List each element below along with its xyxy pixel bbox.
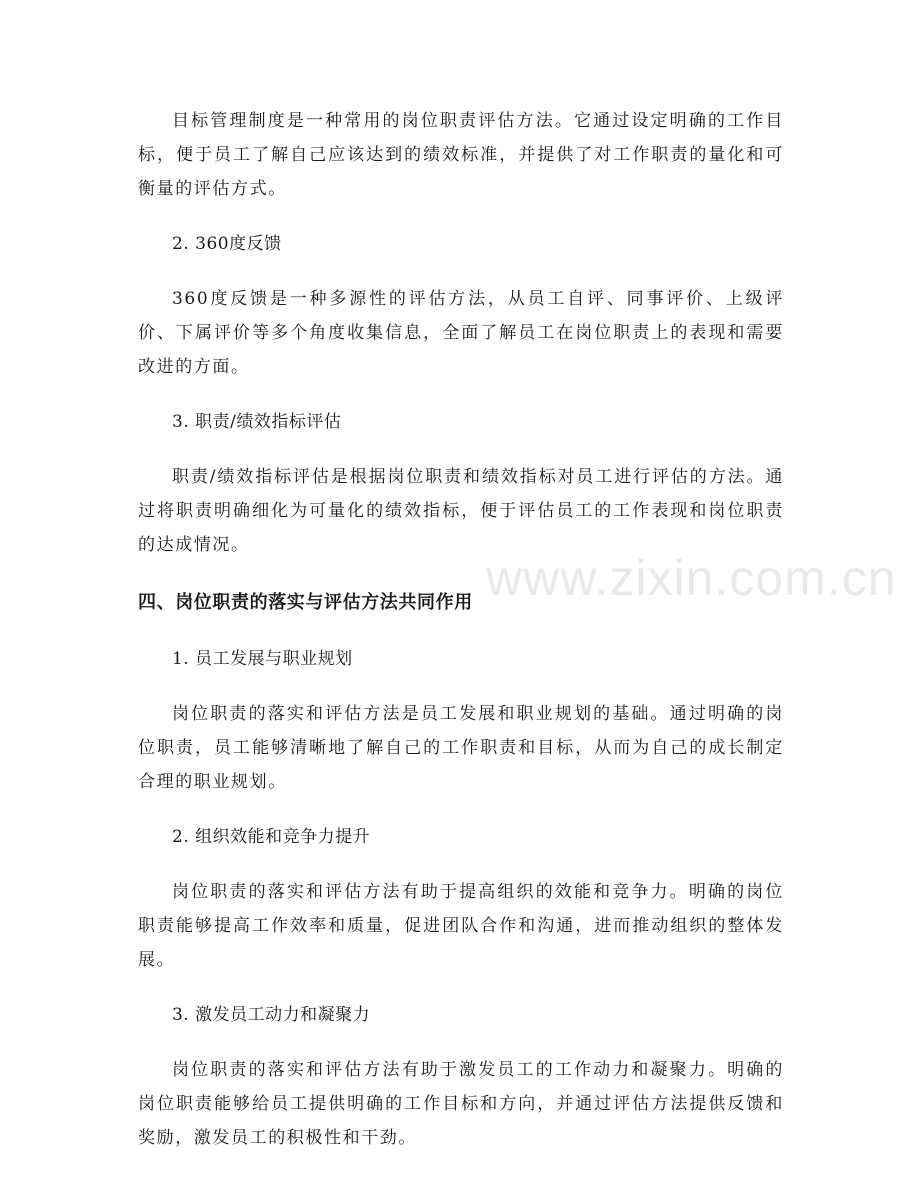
paragraph-360-feedback: 360度反馈是一种多源性的评估方法，从员工自评、同事评价、上级评价、下属评价等多个角度收集信息，全面了解员工在岗位职责上的表现和需要改进的方面。 bbox=[138, 289, 784, 377]
list-item-360-feedback: 2. 360度反馈 bbox=[172, 234, 282, 254]
list-item-career-planning: 1. 员工发展与职业规划 bbox=[172, 649, 353, 669]
paragraph-kpi-evaluation: 职责/绩效指标评估是根据岗位职责和绩效指标对员工进行评估的方法。通过将职责明确细化为可量化的绩效指标，便于评估员工的工作表现和岗位职责的达成情况。 bbox=[138, 467, 784, 555]
watermark: www.zixin.com.cn bbox=[486, 550, 897, 606]
paragraph-mbo: 目标管理制度是一种常用的岗位职责评估方法。它通过设定明确的工作目标，便于员工了解自己应该达到的绩效标准，并提供了对工作职责的量化和可衡量的评估方式。 bbox=[138, 111, 784, 199]
list-item-kpi-evaluation: 3. 职责/绩效指标评估 bbox=[172, 412, 342, 432]
paragraph-career-planning: 岗位职责的落实和评估方法是员工发展和职业规划的基础。通过明确的岗位职责，员工能够清晰地了解自己的工作职责和目标，从而为自己的成长制定合理的职业规划。 bbox=[138, 704, 784, 792]
document-body bbox=[138, 104, 784, 1155]
list-item-motivation: 3. 激发员工动力和凝聚力 bbox=[172, 1005, 371, 1025]
list-item-org-efficiency: 2. 组织效能和竞争力提升 bbox=[172, 827, 371, 847]
paragraph-org-efficiency: 岗位职责的落实和评估方法有助于提高组织的效能和竞争力。明确的岗位职责能够提高工作效率和质量，促进团队合作和沟通，进而推动组织的整体发展。 bbox=[138, 882, 784, 970]
paragraph-motivation: 岗位职责的落实和评估方法有助于激发员工的工作动力和凝聚力。明确的岗位职责能够给员工提供明确的工作目标和方向，并通过评估方法提供反馈和奖励，激发员工的积极性和干劲。 bbox=[138, 1060, 784, 1148]
section-heading-4: 四、岗位职责的落实与评估方法共同作用 bbox=[138, 592, 473, 613]
